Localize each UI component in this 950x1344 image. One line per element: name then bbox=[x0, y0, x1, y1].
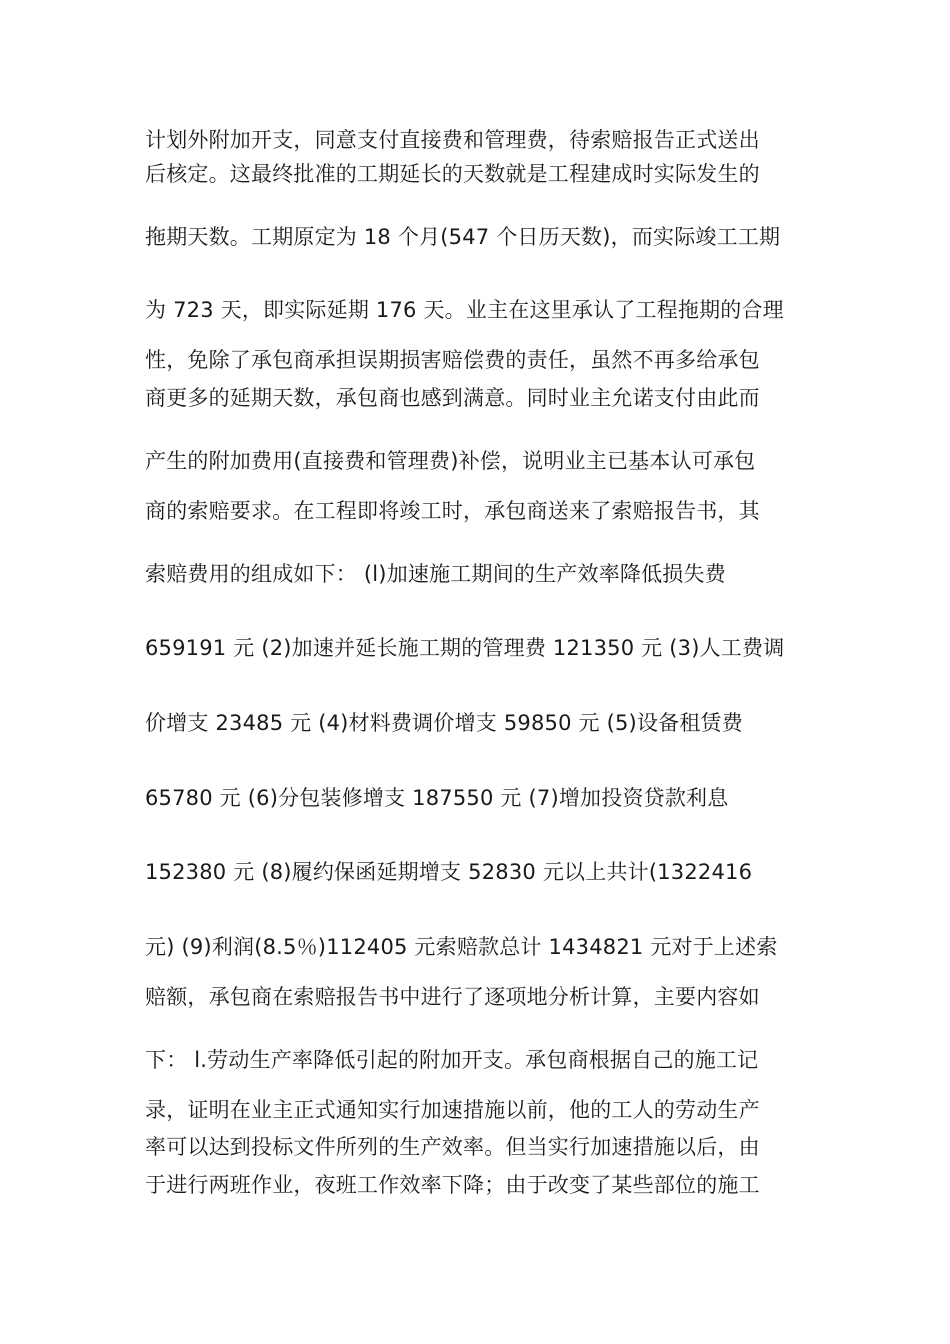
text-line-4: 为 723 天，即实际延期 176 天。业主在这里承认了工程拖期的合理 bbox=[145, 298, 784, 322]
text-line-12: 65780 元 (6)分包装修增支 187550 元 (7)增加投资贷款利息 bbox=[145, 786, 729, 810]
text-line-8: 商的索赔要求。在工程即将竣工时，承包商送来了索赔报告书，其 bbox=[145, 499, 760, 523]
text-line-15: 赔额，承包商在索赔报告书中进行了逐项地分析计算，主要内容如 bbox=[145, 985, 760, 1009]
text-line-17: 录，证明在业主正式通知实行加速措施以前，他的工人的劳动生产 bbox=[145, 1098, 760, 1122]
text-line-18: 率可以达到投标文件所列的生产效率。但当实行加速措施以后，由 bbox=[145, 1135, 760, 1159]
text-line-7: 产生的附加费用(直接费和管理费)补偿，说明业主已基本认可承包 bbox=[145, 449, 756, 473]
text-line-6: 商更多的延期天数，承包商也感到满意。同时业主允诺支付由此而 bbox=[145, 386, 760, 410]
text-line-11: 价增支 23485 元 (4)材料费调价增支 59850 元 (5)设备租赁费 bbox=[145, 711, 743, 735]
text-line-16: 下： l.劳动生产率降低引起的附加开支。承包商根据自己的施工记 bbox=[145, 1048, 759, 1072]
text-line-3: 拖期天数。工期原定为 18 个月(547 个日历天数)，而实际竣工工期 bbox=[145, 225, 781, 249]
text-line-13: 152380 元 (8)履约保函延期增支 52830 元以上共计(1322416 bbox=[145, 860, 753, 884]
text-line-5: 性，免除了承包商承担误期损害赔偿费的责任，虽然不再多给承包 bbox=[145, 348, 760, 372]
text-line-10: 659191 元 (2)加速并延长施工期的管理费 121350 元 (3)人工费调 bbox=[145, 636, 785, 660]
text-line-19: 于进行两班作业，夜班工作效率下降；由于改变了某些部位的施工 bbox=[145, 1173, 760, 1197]
text-line-2: 后核定。这最终批准的工期延长的天数就是工程建成时实际发生的 bbox=[145, 162, 760, 186]
text-line-14: 元) (9)利润(8.5％)112405 元索赔款总计 1434821 元对于上述索 bbox=[145, 935, 778, 959]
text-line-1: 计划外附加开支，同意支付直接费和管理费，待索赔报告正式送出 bbox=[145, 128, 760, 152]
text-line-9: 索赔费用的组成如下： (l)加速施工期间的生产效率降低损失费 bbox=[145, 562, 726, 586]
